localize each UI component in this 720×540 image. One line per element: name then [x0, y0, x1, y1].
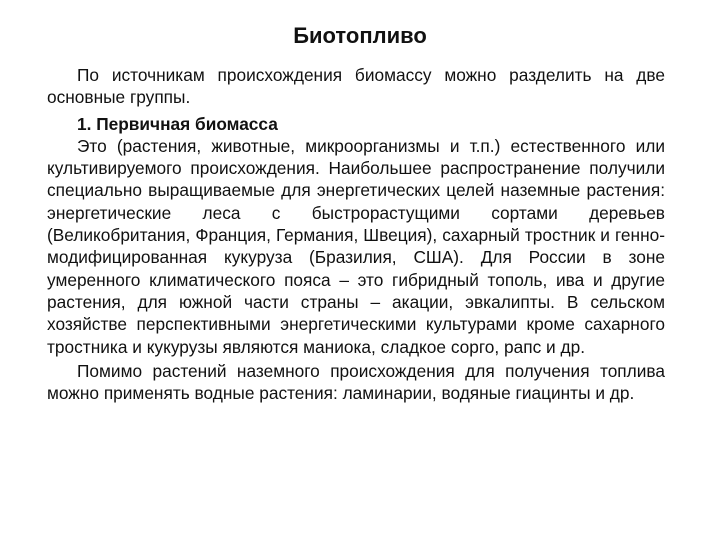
slide-title: Биотопливо — [293, 23, 427, 48]
aquatic-plants-paragraph: Помимо растений наземного происхождения для получения топлива можно применять водные растения: ламинарии, водяные гиацинты и др. — [47, 360, 665, 404]
slide-body — [47, 64, 665, 404]
primary-biomass-paragraph: Это (растения, животные, микроорганизмы и т.п.) естественного или культивируемого происхождения. Наибольшее распространение получили специально выращиваемые для энергетических целей наземные растения: энергетические леса с быстрорастущими сортами деревьев (Великобритания, Франция, Германия, Швеция), сахарный тростник и генно-модифицированная кукуруза (Бразилия, США). Для России в зоне умеренного климатического пояса – это гибридный тополь, ива и другие растения, для южной части страны – акации, эвкалипты. В сельском хозяйстве перспективными энергетическими культурами кроме сахарного тростника и кукурузы являются маниока, сладкое сорго, рапс и др. — [47, 135, 665, 357]
section-heading: 1. Первичная биомасса — [77, 113, 278, 134]
intro-paragraph: По источникам происхождения биомассу можно разделить на две основные группы. — [47, 65, 665, 108]
